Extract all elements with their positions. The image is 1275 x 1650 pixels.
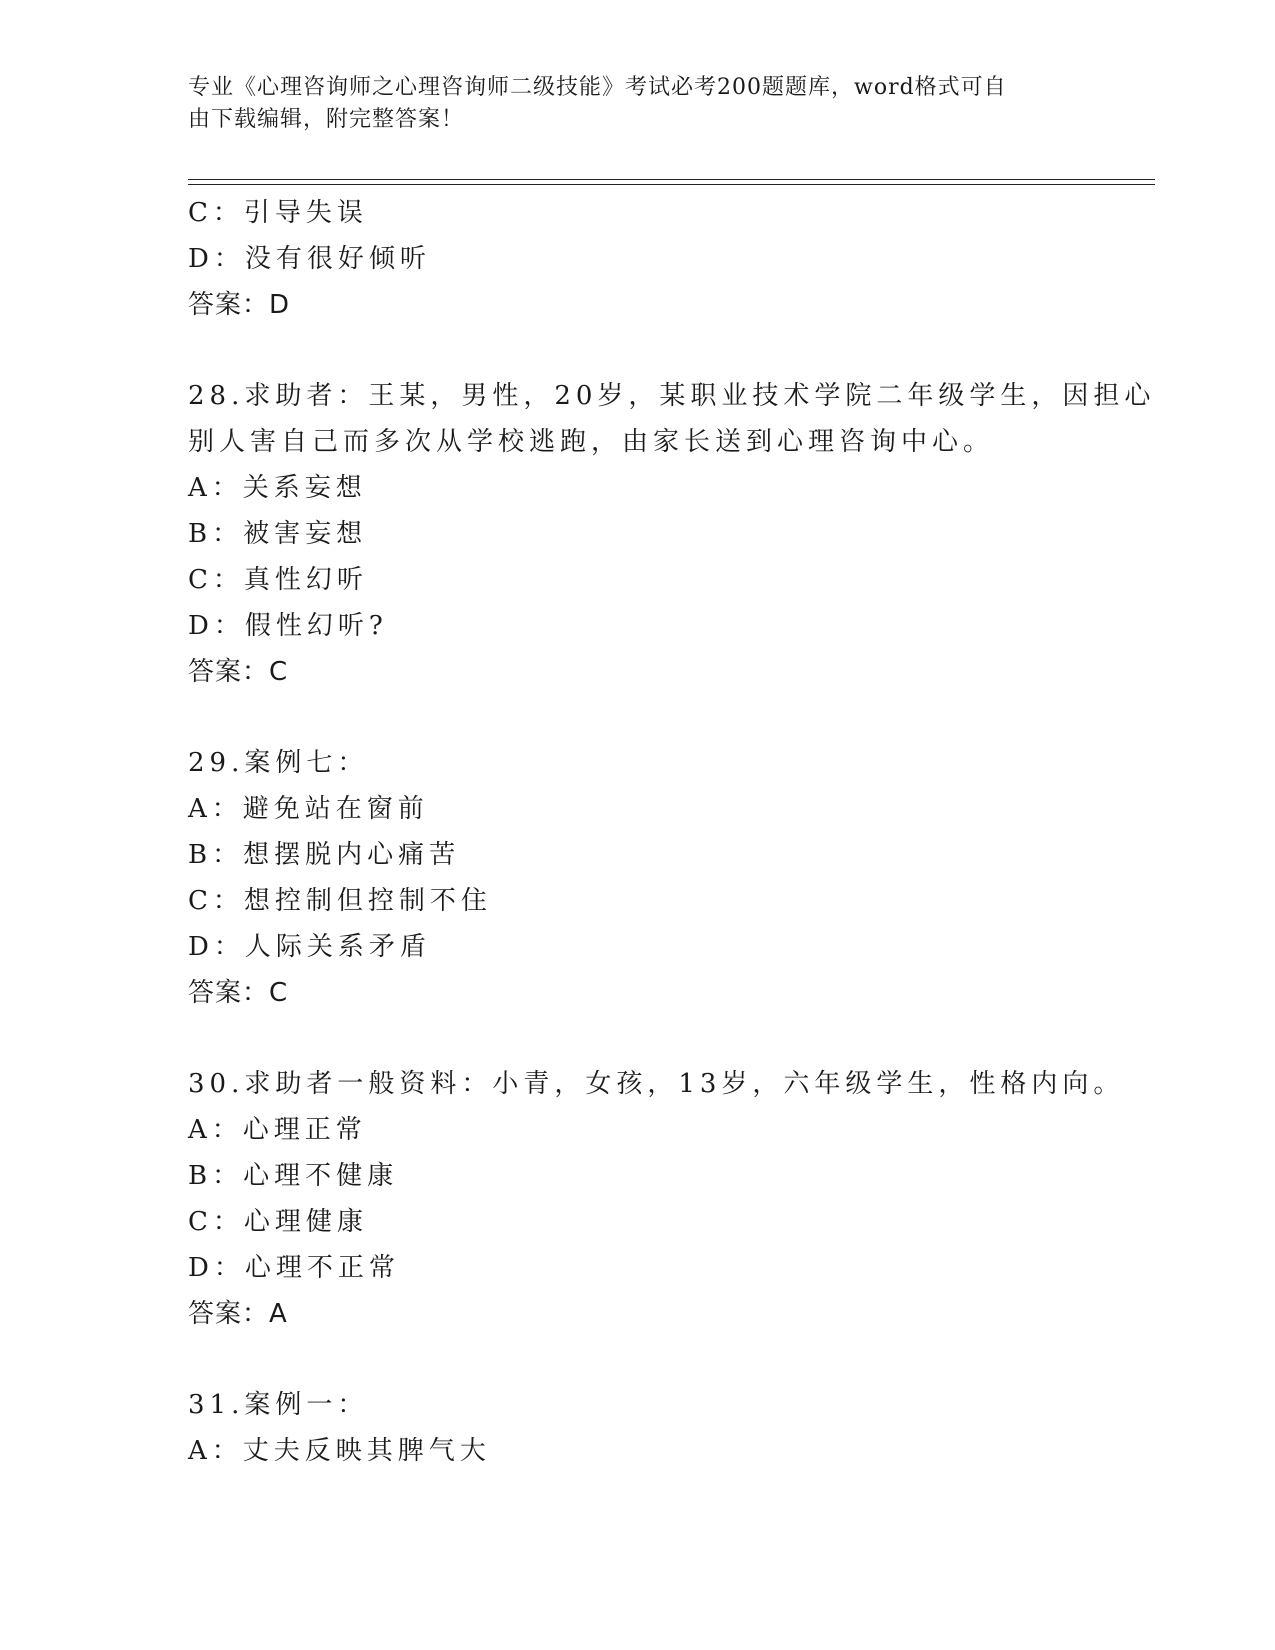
- answer: 答案：C: [188, 978, 289, 1008]
- answer: 答案：A: [188, 1299, 288, 1329]
- answer: 答案：D: [188, 290, 291, 320]
- question-29: [188, 740, 1148, 1016]
- option-c: C：真性幻听: [188, 565, 368, 595]
- option-d: D：假性幻听?: [188, 611, 388, 641]
- question-stem: 31.案例一：: [188, 1390, 369, 1420]
- spacer: [188, 328, 1148, 373]
- header-divider-bottom: [188, 184, 1155, 185]
- option-a: A：避免站在窗前: [188, 794, 429, 824]
- question-30: [188, 1061, 1148, 1337]
- answer: 答案：C: [188, 657, 289, 687]
- option-c: C：想控制但控制不住: [188, 886, 492, 916]
- spacer: [188, 1337, 1148, 1382]
- header-divider-top: [188, 179, 1155, 180]
- header-line-2: 由下载编辑，附完整答案！: [188, 107, 465, 132]
- option-c: C：引导失误: [188, 198, 368, 228]
- option-b: B：被害妄想: [188, 519, 368, 549]
- option-d: D：没有很好倾听: [188, 244, 431, 274]
- spacer: [188, 695, 1148, 740]
- option-a: A：心理正常: [188, 1115, 367, 1145]
- option-a: A：丈夫反映其脾气大: [188, 1436, 491, 1466]
- option-a: A：关系妄想: [188, 473, 367, 503]
- document-header: [188, 72, 1068, 136]
- question-stem: 28.求助者：王某，男性，20岁，某职业技术学院二年级学生，因担心: [188, 381, 1156, 411]
- option-d: D：心理不正常: [188, 1253, 400, 1283]
- spacer: [188, 1016, 1148, 1061]
- question-stem-continued: 别人害自己而多次从学校逃跑，由家长送到心理咨询中心。: [188, 427, 995, 457]
- question-stem: 29.案例七：: [188, 748, 369, 778]
- question-28: [188, 373, 1156, 695]
- question-27-continued: [188, 190, 1148, 328]
- option-b: B：心理不健康: [188, 1161, 399, 1191]
- header-line-1: 专业《心理咨询师之心理咨询师二级技能》考试必考200题题库，word格式可自: [188, 75, 1007, 100]
- question-list: [188, 190, 1156, 1474]
- option-d: D：人际关系矛盾: [188, 932, 431, 962]
- question-31: [188, 1382, 1148, 1474]
- question-stem: 30.求助者一般资料：小青，女孩，13岁，六年级学生，性格内向。: [188, 1069, 1125, 1099]
- option-c: C：心理健康: [188, 1207, 368, 1237]
- option-b: B：想摆脱内心痛苦: [188, 840, 461, 870]
